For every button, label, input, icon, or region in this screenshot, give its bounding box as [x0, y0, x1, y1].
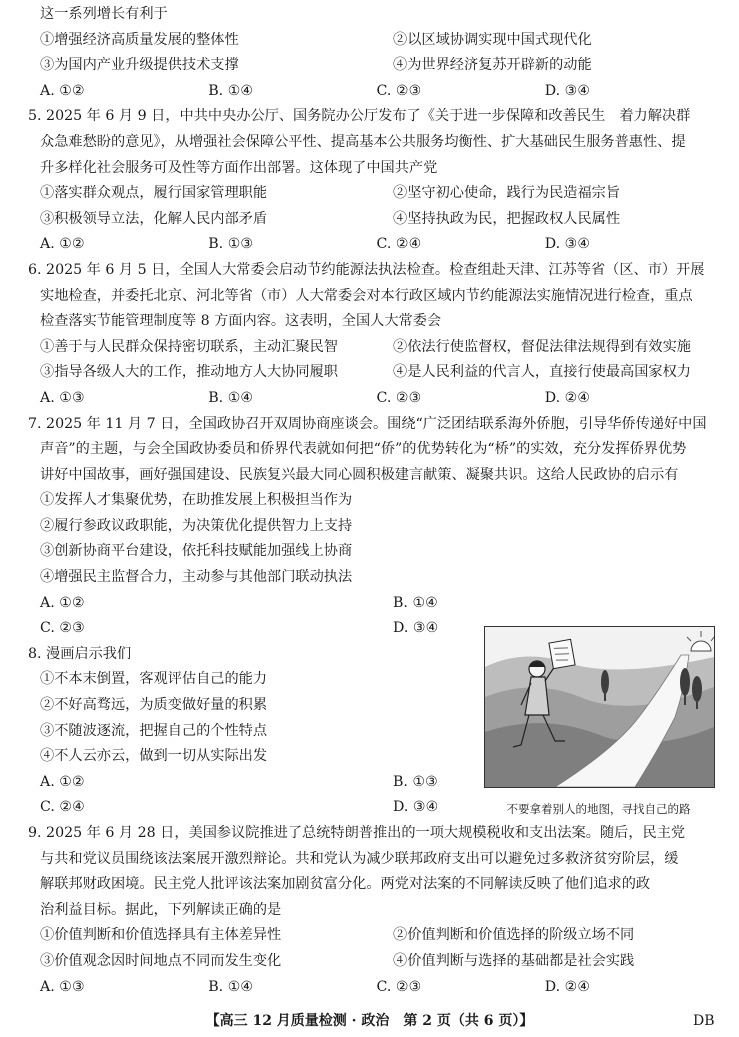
option: ②履行参政议政职能，为决策优化提供智力上支持: [40, 517, 353, 534]
choice: D. ③④: [544, 82, 591, 99]
option: ③价值观念因时间地点不同而发生变化: [40, 952, 282, 969]
option: ①价值判断和价值选择具有主体差异性: [40, 927, 282, 944]
choice: A. ①②: [40, 236, 85, 253]
choice: B. ①④: [208, 389, 254, 406]
choice: C. ②③: [376, 978, 422, 995]
option: ②价值判断和价值选择的阶级立场不同: [393, 927, 635, 944]
choice: C. ②③: [376, 389, 422, 406]
choice: C. ②④: [376, 236, 422, 253]
comic-drawing: [485, 627, 714, 787]
option-row: [40, 181, 713, 207]
option: ④坚持执政为民，把握政权人民属性: [393, 210, 621, 227]
option: ④增强民主监督合力，主动参与其他部门联动执法: [40, 569, 353, 586]
choice: C. ②④: [40, 799, 85, 816]
option: ①不本末倒置，客观评估自己的能力: [40, 671, 268, 688]
option-row: [40, 207, 713, 233]
choice: B. ①④: [208, 978, 254, 995]
question-6-stem: 检查落实节能管理制度等 8 方面内容。这表明，全国人大常委会: [40, 313, 442, 330]
choice: A. ①②: [40, 773, 85, 790]
question-8-stem: 8. 漫画启示我们: [28, 645, 132, 662]
choice-row: [40, 386, 713, 412]
choice: A. ①②: [40, 82, 85, 99]
option-row: [40, 28, 713, 54]
choice: D. ②④: [544, 389, 591, 406]
choice: B. ①④: [393, 594, 438, 611]
option: ④不人云亦云，做到一切从实际出发: [40, 748, 268, 765]
option: ②依法行使监督权，督促法律法规得到有效实施: [393, 338, 691, 355]
option-row: [40, 923, 713, 949]
choice-row: [40, 79, 713, 105]
option: ④为世界经济复苏开辟新的动能: [393, 57, 592, 74]
comic-caption: 不要拿着别人的地图，寻找自己的路: [506, 802, 691, 816]
choice: B. ①③: [208, 236, 254, 253]
option: ④是人民利益的代言人，直接行使最高国家权力: [393, 364, 691, 381]
option: ③指导各级人大的工作，推动地方人大协同履职: [40, 364, 338, 381]
question-9-stem: 治利益目标。据此，下列解读正确的是: [40, 901, 282, 918]
question-7-stem: 声音”的主题，与会全国政协委员和侨界代表就如何把“侨”的优势转化为“桥”的实效，充分发挥侨界优势: [40, 441, 687, 458]
question-9-stem: 与共和党议员围绕该法案展开激烈辩论。共和党认为减少联邦政府支出可以避免过多救济贫穷阶层，缓: [40, 850, 679, 867]
choice: C. ②③: [40, 620, 85, 637]
option: ③积极领导立法，化解人民内部矛盾: [40, 210, 268, 227]
option-row: [40, 949, 713, 975]
option: ③创新协商平台建设，依托科技赋能加强线上协商: [40, 543, 353, 560]
option: ③为国内产业升级提供技术支撑: [40, 57, 239, 74]
option: ③不随波逐流，把握自己的个性特点: [40, 722, 268, 739]
option: ①增强经济高质量发展的整体性: [40, 31, 239, 48]
choice: A. ①③: [40, 389, 85, 406]
footer-code: DB: [693, 1013, 715, 1029]
question-7-stem: 讲好中国故事，画好强国建设、民族复兴最大同心圆积极建言献策、凝聚共识。这给人民政协的启示有: [40, 466, 679, 483]
choice: C. ②③: [376, 82, 422, 99]
option: ①发挥人才集聚优势，在助推发展上积极担当作为: [40, 492, 353, 509]
choice-row: [40, 232, 713, 258]
choice-row: [40, 591, 713, 617]
choice-row: [40, 975, 713, 1001]
option: ①落实群众观点，履行国家管理职能: [40, 185, 268, 202]
choice: D. ③④: [393, 620, 439, 637]
choice: D. ③④: [544, 236, 591, 253]
option: ④价值判断与选择的基础都是社会实践: [393, 952, 635, 969]
comic-illustration: [484, 626, 715, 788]
question-5-stem: 升多样化社会服务可及性等方面作出部署。这体现了中国共产党: [40, 159, 438, 176]
choice: B. ①④: [208, 82, 254, 99]
option: ②不好高骛远，为质变做好量的积累: [40, 697, 268, 714]
option-row: [40, 335, 713, 361]
choice: D. ③④: [393, 799, 439, 816]
question-7-stem: 7. 2025 年 11 月 7 日，全国政协召开双周协商座谈会。围绕“广泛团结联系海外侨胞，引导华侨传递好中国: [28, 415, 707, 432]
question-6-stem: 实地检查，并委托北京、河北等省（市）人大常委会对本行政区域内节约能源法实施情况进行检查，重点: [40, 287, 693, 304]
question-5-stem: 众急难愁盼的意见》，从增强社会保障公平性、提高基本公共服务均衡性、扩大基础民生服务普惠性、提: [40, 133, 686, 150]
option: ②坚守初心使命，践行为民造福宗旨: [393, 185, 621, 202]
choice: B. ①③: [393, 773, 438, 790]
choice: D. ②④: [544, 978, 591, 995]
option-row: [40, 53, 713, 79]
question-intro: 这一系列增长有利于: [40, 6, 168, 22]
option: ①善于与人民群众保持密切联系，主动汇聚民智: [40, 338, 338, 355]
page-footer: 【高三 12 月质量检测 · 政治 第 2 页（共 6 页）】: [205, 1013, 534, 1029]
question-9-stem: 解联邦财政困境。民主党人批评该法案加剧贫富分化。两党对法案的不同解读反映了他们追求的政: [40, 876, 651, 893]
question-9-stem: 9. 2025 年 6 月 28 日，美国参议院推进了总统特朗普推出的一项大规模税收和支出法案。随后，民主党: [28, 825, 686, 841]
option-row: [40, 360, 713, 386]
question-5-stem: 5. 2025 年 6 月 9 日，中共中央办公厅、国务院办公厅发布了《关于进一步保障和改善民生 着力解决群: [28, 108, 691, 125]
choice: A. ①②: [40, 594, 85, 611]
option: ②以区域协调实现中国式现代化: [393, 31, 592, 48]
question-6-stem: 6. 2025 年 6 月 5 日，全国人大常委会启动节约能源法执法检查。检查组赴天津、江苏等省（区、市）开展: [28, 261, 705, 278]
choice: A. ①③: [40, 978, 85, 995]
